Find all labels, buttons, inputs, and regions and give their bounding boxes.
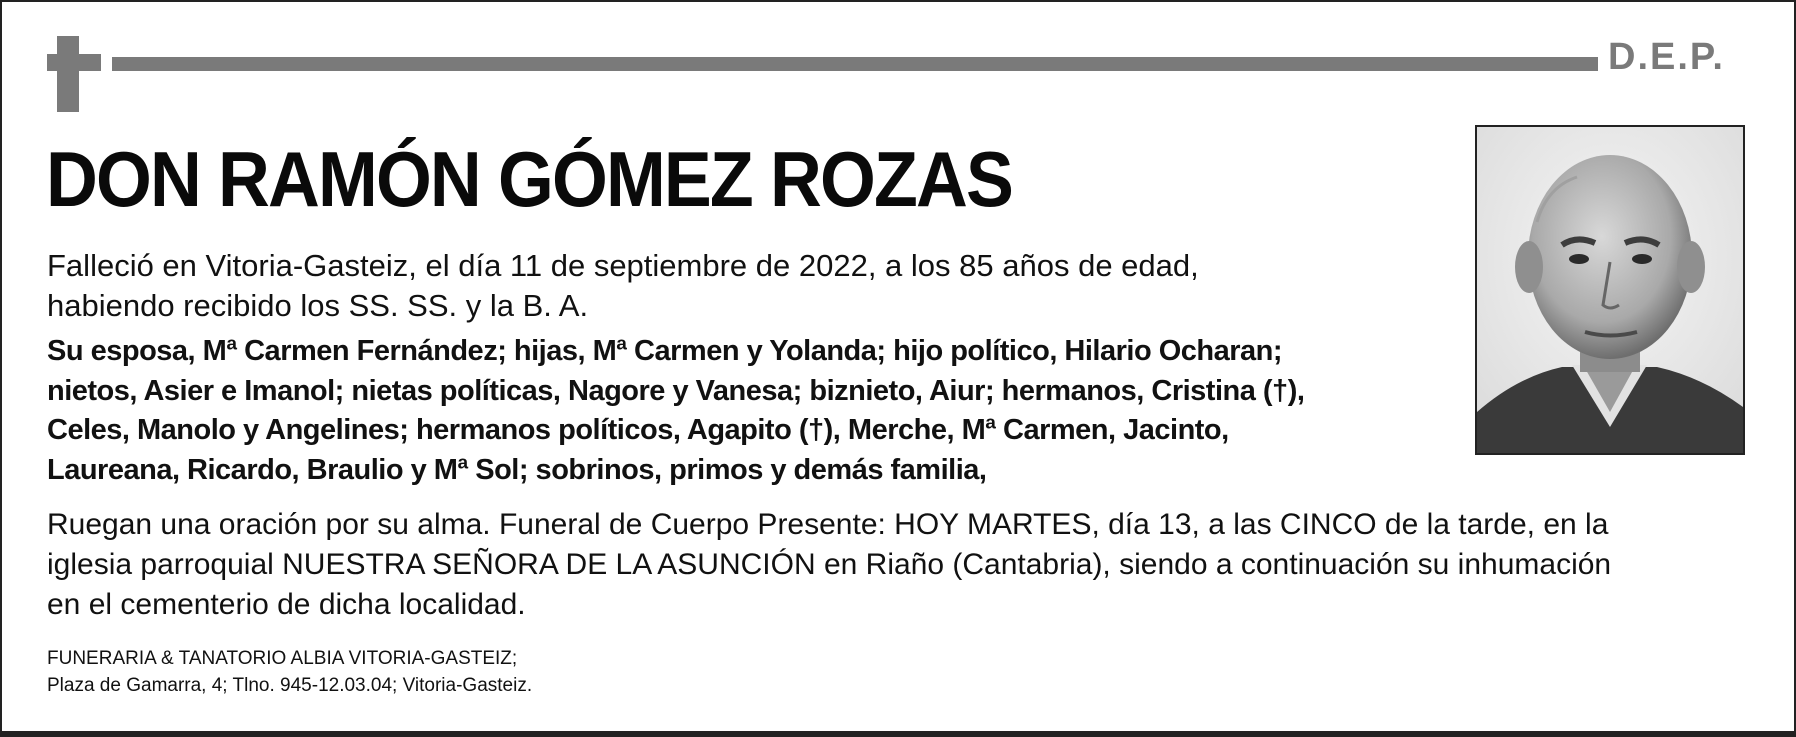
family-line: nietos, Asier e Imanol; nietas políticas, Nagore y Vanesa; biznieto, Aiur; hermanos, Cristina (†), [47,374,1305,407]
death-notice-line: habiendo recibido los SS. SS. y la B. A. [47,288,589,323]
ceremony-line: en el cementerio de dicha localidad. [47,588,526,621]
cross-icon-bar [47,54,101,71]
ceremony-line: Ruegan una oración por su alma. Funeral de Cuerpo Presente: HOY MARTES, día 13, a las CINCO de la tarde, en la [47,508,1609,541]
deceased-name: DON RAMÓN GÓMEZ ROZAS [46,135,1012,223]
ceremony-line: iglesia parroquial NUESTRA SEÑORA DE LA ASUNCIÓN en Riaño (Cantabria), siendo a continuación su inhumación [47,548,1612,581]
portrait-photo [1475,125,1745,455]
death-notice-line: Falleció en Vitoria-Gasteiz, el día 11 de septiembre de 2022, a los 85 años de edad, [47,248,1199,283]
family-line: Laureana, Ricardo, Braulio y Mª Sol; sobrinos, primos y demás familia, [47,453,987,486]
family-line: Su esposa, Mª Carmen Fernández; hijas, Mª Carmen y Yolanda; hijo político, Hilario Ocharan; [47,335,1283,367]
funeral-home-name: FUNERARIA & TANATORIO ALBIA VITORIA-GASTEIZ; [47,648,518,669]
funeral-home-address: Plaza de Gamarra, 4; Tlno. 945-12.03.04; Vitoria-Gasteiz. [47,675,533,696]
dep-label: D.E.P. [1608,36,1725,78]
cross-icon [57,36,79,112]
funeral-home-info [47,645,532,699]
header-rule [112,57,1598,71]
family-line: Celes, Manolo y Angelines; hermanos políticos, Agapito (†), Merche, Mª Carmen, Jacinto, [47,414,1229,446]
portrait-image [1477,127,1743,453]
ceremony-details [47,505,1747,625]
death-notice [47,246,1447,326]
family-list [47,332,1457,490]
